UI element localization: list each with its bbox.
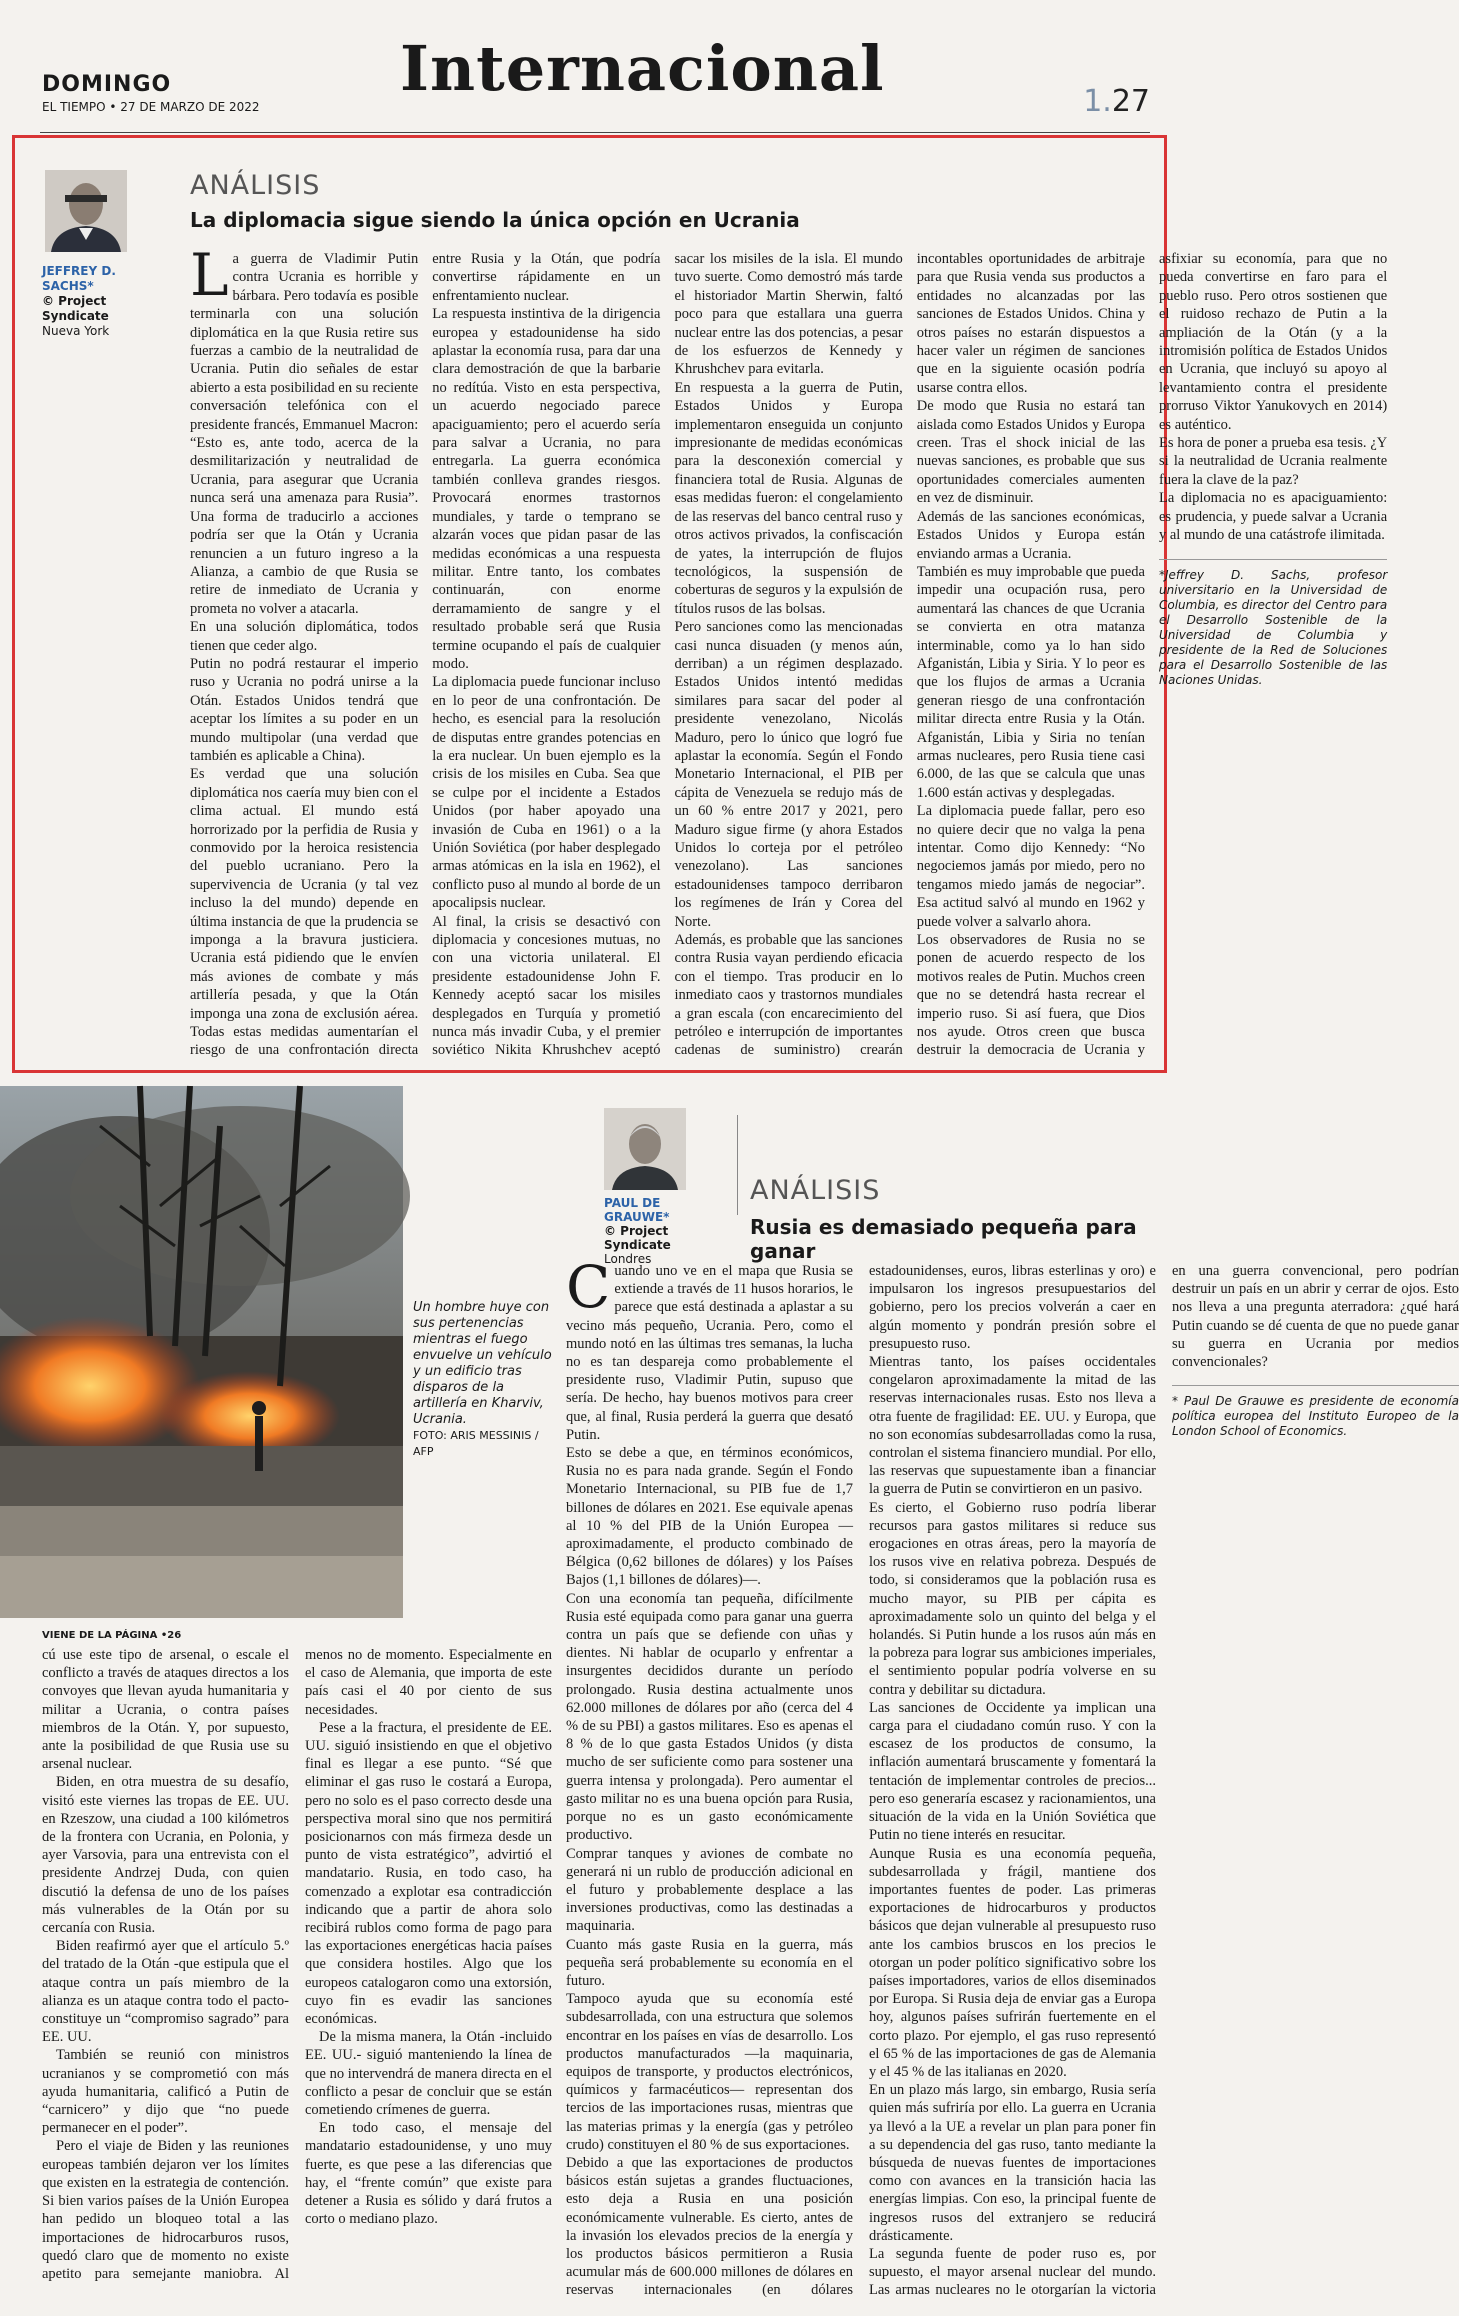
paragraph: La diplomacia no es apaciguamiento: es prudencia, y puede salvar a Ucrania y al mundo de una catástrofe ilimitada. xyxy=(1159,490,1388,544)
author-photo-sachs xyxy=(45,170,127,252)
paragraph: Debido a que las exportaciones de productos básicos están sujetas a grandes fluctuaciones, esto deja a Rusia en una posición económicamente vulnerable. Es cierto, antes de la invasión los elevados precios de la energía y los productos básicos permitieron a Rusia acumular más de 600.000 millones de dólares en reservas internacionales (en dólares estadounidenses, euros, libras esterlinas y oro) e impulsaron los ingresos presupuestarios del gobierno, pero los precios volverán a caer en algún momento y pondrán presión sobre el presupuesto ruso. xyxy=(566,1263,1156,2299)
paragraph: En una solución diplomática, todos tienen que ceder algo. xyxy=(190,619,419,654)
paragraph: La diplomacia puede fallar, pero eso no quiere decir que no valga la pena intentar. Como dijo Kennedy: “No negociemos jamás por miedo, pero no tengamos miedo jamás de negociar”. Esa actitud salvó al mundo en 1962 y puede volver a salvarlo ahora. xyxy=(916,803,1145,930)
paragraph: Esto se debe a que, en términos económicos, Rusia no es para nada grande. Según el Fondo Monetario Internacional, su PIB fue de 1,7 billones de dólares en 2021. Ese equivale apenas al 10 % del PIB de la Unión Europea —aproximadamente, el producto combinado de Bélgica (0,62 billones de dólares) y los Países Bajos (1,1 billones de dólares)—. xyxy=(566,1445,853,1589)
paragraph: Con una economía tan pequeña, difícilmente Rusia esté equipada como para ganar una guerra contra un país que se defiende con uñas y dientes. Ni hablar de ocuparlo y enfrentar a insurgentes decididos durante un período prolongado. Rusia destina actualmente unos 62.000 millones de dólares por año (cerca del 4 % de su PBI) a gastos militares. Eso es apenas el 8 % de lo que gasta Estados Unidos (y dista mucho de ser suficiente como para sostener una guerra intensa y prolongada). Pero aumentar el gasto militar no es una buena opción para Rusia, porque no es un gasto económicamente productivo. xyxy=(566,1590,853,1844)
author-city: Nueva York xyxy=(42,324,110,338)
author-agency: © Project Syndicate xyxy=(604,1224,671,1252)
paragraph: Los observadores de Rusia no se ponen de acuerdo respecto de los motivos reales de Putin. Muchos creen que no se detendrá hasta recrear el imperio ruso. Si así fuera, que Dios nos ayude. Otros creen que busca destruir la democracia de Ucrania y asfixiar su economía, para que no pueda convertirse en faro para el pueblo ruso. Pero otros sostienen que el ruidoso rechazo de Putin a la ampliación de la Otán (y a la intromisión política de Estados Unidos en Ucrania, que incluyó su apoyo al levantamiento contra el presidente prorruso Viktor Yanukovych en 2014) es auténtico. xyxy=(916,251,1388,1059)
paragraph: En respuesta a la guerra de Putin, Estados Unidos y Europa implementaron enseguida un conjunto impresionante de medidas económicas para la desconexión comercial y financiera total de Rusia. Algunas de esas medidas fueron: el congelamiento de las reservas del banco central ruso y otros activos privados, la confiscación de yates, la interrupción de flujos tecnológicos, la suspensión de coberturas de seguros y la expulsión de títulos rusos de las bolsas. xyxy=(674,379,903,617)
author-city: Londres xyxy=(604,1252,652,1266)
paragraph: Es verdad que una solución diplomática nos caería muy bien con el clima actual. El mundo está horrorizado por la perfidia de Rusia y conmovido por la heroica resistencia del pueblo ucraniano. Pero la supervivencia de Ucrania (y tal vez incluso la del mundo) depende en última instancia de que la prudencia se imponga a la bravura justiciera. Ucrania está pidiendo que le envíen más aviones de combate y más artillería pesada, y que la Otán imponga una zona de exclusión aérea. Todas estas medidas aumentarían el riesgo de una confrontación directa entre Rusia y la Otán, que podría convertirse rápidamente en un enfrentamiento nuclear. xyxy=(190,251,661,1059)
page-header xyxy=(40,22,1150,132)
paragraph: En todo caso, el mensaje del mandatario estadounidense, y uno muy fuerte, es que pese a las diferencias que hay, el “frente común” que existe para detener a Rusia es sólido y dará frutos a corto o mediano plazo. xyxy=(305,2120,552,2228)
photo-credit: FOTO: ARIS MESSINIS / AFP xyxy=(413,1429,539,1458)
page-number-value: 27 xyxy=(1111,84,1150,119)
paragraph: Biden, en otra muestra de su desafío, visitó este viernes las tropas de EE. UU. en Rzeszow, una ciudad a 100 kilómetros de la frontera con Ucrania, en Polonia, y ayer Varsovia, para una entrevista con el presidente Andrzej Duda, con quien discutió la defensa de uno de los países más vulnerables de la Otán por su cercanía con Rusia. xyxy=(42,1774,289,1937)
continued-label: VIENE DE LA PÁGINA •26 xyxy=(42,1630,182,1641)
paragraph: Tampoco ayuda que su economía esté subdesarrollada, con una estructura que solemos encontrar en los países en vías de desarrollo. Los productos manufacturados —la maquinaria, equipos de transporte, y productos electrónicos, químicos y farmacéuticos— representan dos tercios de las importaciones rusas, mientras que las materias primas y la energía (gas y petróleo crudo) constituyen el 80 % de sus exportaciones. xyxy=(566,1991,853,2153)
paragraph: cú use este tipo de arsenal, o escale el conflicto a través de ataques directos a los convoyes que llevan ayuda humanitaria y militar a Ucrania, o contra países miembros de la Otán. Y, por supuesto, ante la posibilidad de que Rusia use su arsenal nuclear. xyxy=(42,1647,289,1773)
paragraph: Aunque Rusia es una economía pequeña, subdesarrollada y frágil, mantiene dos importantes fuentes de poder. Las primeras exportaciones de hidrocarburos y productos básicos que dejan vulnerable al presupuesto ruso ante los cambios bruscos en los precios le otorgan un poder político significativo sobre los países importadores, varios de ellos diseminados por Europa. Si Rusia deja de enviar gas a Europa hoy, algunos países sufrirán fuertemente en el corto plazo. Por ejemplo, el gas ruso representó el 65 % de las importaciones de gas de Alemania y el 45 % de las italianas en 2020. xyxy=(869,1845,1156,2080)
article-kicker: ANÁLISIS xyxy=(750,1175,881,1206)
header-day: DOMINGO xyxy=(42,72,172,97)
paragraph: Además, es probable que las sanciones contra Rusia vayan perdiendo eficacia con el tiempo. Tras producir en lo inmediato caos y trastornos mundiales a gran escala (con encarecimiento del petróleo e interrupción de importantes cadenas de suministro) crearán incontables oportunidades de arbitraje para que Rusia venda sus productos a entidades no alcanzadas por las sanciones de Estados Unidos. China y otros países no estarán dispuestos a hacer valer un régimen de sanciones que en la siguiente ocasión podría usarse contra ellos. xyxy=(674,251,1145,1059)
paragraph: Mientras tanto, los países occidentales congelaron aproximadamente la mitad de las reservas internacionales rusas. Esto nos lleva a otra fuente de fragilidad: EE. UU. y Europa, que no son economías subdesarrolladas como la rusa, controlan el sistema financiero mundial. Por ello, las reservas que supuestamente iban a financiar la guerra de Putin se convirtieron en un pasivo. xyxy=(869,1354,1156,1498)
author-name: PAUL DE GRAUWE* xyxy=(604,1196,670,1224)
paragraph: También es muy improbable que pueda impedir una ocupación rusa, pero aumentará las chances de que Ucrania se convierta en otra matanza interminable, como ya lo han sido Afganistán, Libia y Siria. Y lo peor es que los flujos de armas a Ucrania generan riesgo de una confrontación militar directa entre Rusia y la Otán. Afganistán, Libia y Siria no tenían armas nucleares, pero Rusia tiene casi 6.000, de las que se calcula que unas 1.600 están activas y desplegadas. xyxy=(916,563,1145,801)
paragraph: Es hora de poner a prueba esa tesis. ¿Y si la neutralidad de Ucrania realmente fuera la clave de la paz? xyxy=(1159,435,1388,488)
paragraph: De la misma manera, la Otán -incluido EE. UU.- siguió manteniendo la línea de que no intervendrá de manera directa en el conflicto a pesar de concluir que se están cometiendo crímenes de guerra. xyxy=(305,2029,552,2119)
author-agency: © Project Syndicate xyxy=(42,294,109,323)
author-note: *Jeffrey D. Sachs, profesor universitario en la Universidad de Columbia, es director del Centro para el Desarrollo Sostenible de la Universidad de Columbia y presidente de la Red de Soluciones para el Desarrollo Sostenible de las Naciones Unidas. xyxy=(1159,559,1387,688)
paragraph: La guerra de Vladimir Putin contra Ucrania es horrible y bárbara. Pero todavía es posible terminarla con una solución diplomática en la que Rusia retire sus fuerzas a cambio de la neutralidad de Ucrania. Putin dio señales de estar abierto a esta posibilidad en su reciente conversación telefónica con el presidente francés, Emmanuel Macron: “Esto es, ante todo, acerca de la desmilitarización y neutralidad de Ucrania, para asegurar que Ucrania nunca será una amenaza para Rusia”. Una forma de traducirlo a acciones podría ser que la Otán y Ucrania renuncien a un futuro ingreso a la Alianza, a cambio de que Rusia se retire de inmediato de Ucrania y prometa no volver a atacarla. xyxy=(190,241,419,617)
author-byline-degrauwe xyxy=(604,1196,729,1266)
article-body-sachs xyxy=(190,241,1388,1060)
byline-divider xyxy=(737,1115,738,1215)
paragraph: Biden reafirmó ayer que el artículo 5.º del tratado de la Otán -que estipula que el ataque contra un país miembro de la alianza es un ataque contra todo el pacto- constituye un “compromiso sagrado” para EE. UU. xyxy=(42,1938,289,2046)
author-note: * Paul De Grauwe es presidente de economía política europea del Instituto Europeo de la London School of Economics. xyxy=(1172,1385,1459,1439)
paragraph: La segunda fuente de poder ruso es, por supuesto, el mayor arsenal nuclear del mundo. Las armas nucleares no le otorgarían la victoria en una guerra convencional, pero podrían destruir un país en un abrir y cerrar de ojos. Esto nos lleva a una pregunta aterradora: ¿qué hará Putin cuando se dé cuenta de que no puede ganar su guerra en Ucrania por medios convencionales? xyxy=(869,1263,1459,2299)
news-photo xyxy=(0,1086,403,1618)
continued-article-body xyxy=(42,1646,552,2296)
page-number xyxy=(1083,84,1150,119)
article-kicker: ANÁLISIS xyxy=(190,170,321,201)
paragraph: Cuanto más gaste Rusia en la guerra, más pequeña será probablemente su economía en el futuro. xyxy=(566,1936,853,1989)
paragraph: Putin no podrá restaurar el imperio ruso y Ucrania no podrá unirse a la Otán. Estados Unidos tendrá que aceptar los límites a su poder en un mundo multipolar (una verdad que también es aplicable a China). xyxy=(190,655,419,764)
paragraph: Al final, la crisis se desactivó con diplomacia y concesiones mutuas, no con una victoria unilateral. El presidente estadounidense John F. Kennedy aceptó sacar los misiles desplegados en Turquía y prometió nunca más invadir Cuba, y el premier soviético Nikita Khrushchev aceptó sacar los misiles de la isla. El mundo tuvo suerte. Como demostró más tarde el historiador Martin Sherwin, faltó poco para que estallara una guerra nuclear entre las dos potencias, a pesar de los esfuerzos de Kennedy y Khrushchev para evitarla. xyxy=(432,251,903,1059)
author-photo-degrauwe xyxy=(604,1108,686,1190)
page-section-number: 1. xyxy=(1083,84,1112,119)
paragraph: Las sanciones de Occidente ya implican una carga para el ciudadano común ruso. Y con la escasez de los productos de consumo, la inflación aumentará bruscamente y fomentará la tentación de implementar controles de precios... pero eso generaría escasez y racionamientos, una situación de la vida en la Unión Soviética que Putin no tiene interés en resucitar. xyxy=(869,1699,1156,1844)
paragraph: De modo que Rusia no estará tan aislada como Estados Unidos y Europa creen. Tras el shock inicial de las nuevas sanciones, es probable que sus oportunidades comerciales aumenten en vez de disminuir. xyxy=(916,398,1145,507)
paragraph: Pese a la fractura, el presidente de EE. UU. siguió insistiendo en que el objetivo final es llegar a ese punto. “Sé que eliminar el gas ruso le costará a Europa, pero no solo es el paso correcto desde una perspectiva moral sino que nos permitirá posicionarnos con más firmeza desde un punto de vista estratégico”, advirtió el mandatario. Rusia, en todo caso, ha comenzado a explotar esa contradicción indicando que a partir de ahora solo recibirá rublos como forma de pago para las exportaciones energéticas hacia países que considera hostiles. Algo que los europeos catalogaron como una extorsión, cuyo fin es evadir las sanciones económicas. xyxy=(305,1719,552,2028)
article-headline: La diplomacia sigue siendo la única opción en Ucrania xyxy=(190,208,800,232)
section-title: Internacional xyxy=(400,32,885,105)
photo-caption xyxy=(413,1300,553,1460)
header-date: EL TIEMPO • 27 DE MARZO DE 2022 xyxy=(42,100,260,114)
paragraph: La respuesta instintiva de la dirigencia europea y estadounidense ha sido aplastar la economía rusa, para dar una clara demostración de que la barbarie no redítúa. Visto en esta perspectiva, un acuerdo negociado parece apaciguamiento; pero el acuerdo sería para salvar a Ucrania, no para entregarla. La guerra económica también conlleva grandes riesgos. Provocará enormes trastornos mundiales, y tarde o temprano se alzarán voces que pidan pasar de las medidas económicas a una respuesta militar. Entre tanto, los combates continuarán, con enorme derramamiento de sangre y el resultado probable será que Rusia termine ocupando el país de cualquier modo. xyxy=(432,306,661,672)
caption-text: Un hombre huye con sus pertenencias mientras el fuego envuelve un vehículo y un edificio tras disparos de la artillería en Kharviv, Ucrania. xyxy=(413,1300,552,1427)
paragraph: La diplomacia puede funcionar incluso en lo peor de una confrontación. De hecho, es esencial para la resolución de disputas entre grandes potencias en la era nuclear. Un buen ejemplo es la crisis de los misiles en Cuba. Sea que se culpe por el incidente a Estados Unidos (por haber apoyado una invasión de Cuba en 1961) o a la Unión Soviética (por haber desplegado armas atómicas en la isla en 1962), el conflicto puso al mundo al borde de un apocalipsis nuclear. xyxy=(432,674,661,912)
paragraph: Además de las sanciones económicas, Estados Unidos y Europa están enviando armas a Ucrania. xyxy=(916,508,1145,562)
paragraph: Es cierto, el Gobierno ruso podría liberar recursos para gastos militares si reduce sus erogaciones en otras áreas, pero la mayoría de los rusos vive en relativa pobreza. Después de todo, si consideramos que la población rusa es mucho mayor, su PIB per cápita es aproximadamente solo un quinto del belga y el holandés. Si Putin hunde a los rusos aún más en la pobreza para lograr sus ambiciones imperiales, el sentimiento popular podría volverse en su contra y debilitar su dictadura. xyxy=(869,1499,1156,1698)
paragraph: En un plazo más largo, sin embargo, Rusia sería quien más sufriría por ello. La guerra en Ucrania ya llevó a la UE a revelar un plan para poner fin a su dependencia del gas ruso, tanto mediante la búsqueda de nuevas fuentes de importaciones como con avances en la transición hacia las energías limpias. Con eso, la principal fuente de ingresos rusos del extranjero se reducirá drásticamente. xyxy=(869,2082,1156,2244)
paragraph: Comprar tanques y aviones de combate no generará ni un rublo de producción adicional en el futuro y probablemente desplace a las inversiones productivas, como las destinadas a maquinaria. xyxy=(566,1845,853,1935)
paragraph: También se reunió con ministros ucranianos y se comprometió con más ayuda humanitaria, calificó a Putin de “carnicero” y dijo que “no puede permanecer en el poder”. xyxy=(42,2047,289,2137)
author-byline-sachs xyxy=(42,264,152,339)
paragraph: Pero el viaje de Biden y las reuniones europeas también dejaron ver los límites que existen en la estrategia de contención. Si bien varios países de la Unión Europea han pedido un bloqueo total a las importaciones de hidrocarburos rusos, quedó claro que de momento no existe apetito para semejante maniobra. Al menos no de momento. Especialmente en el caso de Alemania, que importa de este país casi el 40 por ciento de sus necesidades. xyxy=(42,1647,552,2282)
article-headline: Rusia es demasiado pequeña para ganar xyxy=(750,1215,1137,1263)
header-divider xyxy=(40,132,1150,133)
paragraph: Pero sanciones como las mencionadas casi nunca disuaden (y menos aún, derriban) a un régimen desplazado. Estados Unidos intentó medidas similares para sacar del poder al presidente venezolano, Nicolás Maduro, pero lo único que logró fue aplastar la economía. Según el Fondo Monetario Internacional, el PIB per cápita de Venezuela se redujo más de un 60 % entre 2017 y 2021, pero Maduro sigue firme (y ahora Estados Unidos lo corteja por el petróleo venezolano). Las sanciones estadounidenses tampoco derribaron los regímenes de Irán y Corea del Norte. xyxy=(674,619,903,930)
author-name: JEFFREY D. SACHS* xyxy=(42,264,116,293)
paragraph: Cuando uno ve en el mapa que Rusia se extiende a través de 11 husos horarios, le parece que está destinada a aplastar a su vecino más pequeño, Ucrania. Pero, como el mundo notó en las últimas tres semanas, la lucha no es tan despareja como probablemente el presidente ruso, Vladimir Putin, supuso que sería. De hecho, hay buenos motivos para creer que, al final, Rusia perderá la guerra que desató Putin. xyxy=(566,1253,853,1443)
